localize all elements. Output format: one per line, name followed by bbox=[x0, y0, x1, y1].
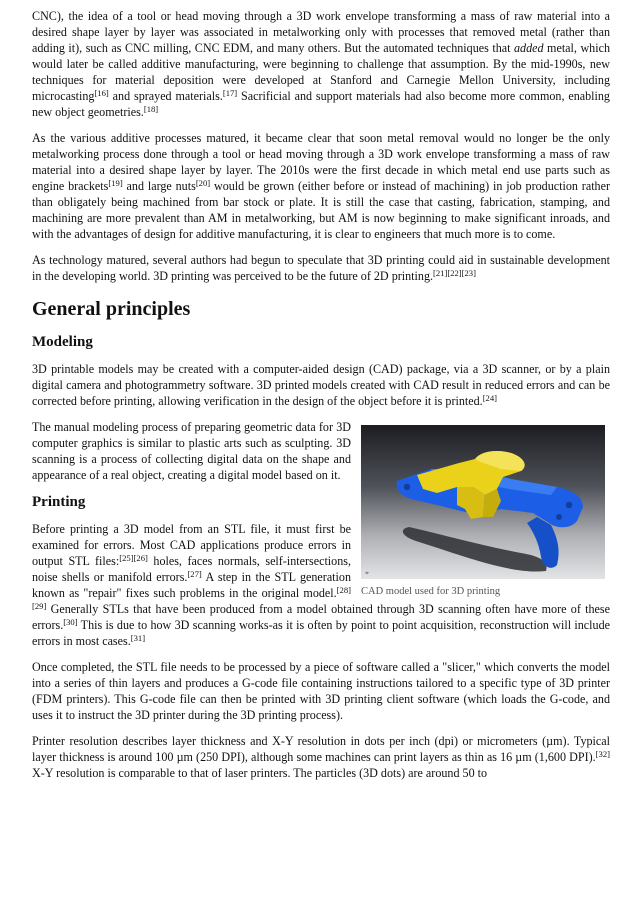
history-paragraph-2: As the various additive processes matured, it became clear that soon metal removal would no longer be the only metalworking process done through a tool or head moving through a 3D work envelope transforming a mass of raw material into a desired shape layer by layer. The 2010s were the first decade in which metal end use parts such as engine brackets[19] and large nuts[20] would be grown (either before or instead of machining) in job production rather than obligately being machined from bar stock or plate. It is still the case that casting, fabrication, stamping, and machining are more prevalent than AM in metalworking, but AM is now beginning to make significant inroads, and with the advantages of design for additive manufacturing, it is clear to engineers that much more is to come. bbox=[32, 131, 610, 241]
citation-18[interactable]: [18] bbox=[143, 104, 159, 114]
citation-27[interactable]: [27] bbox=[187, 569, 202, 579]
history-paragraph-3: As technology matured, several authors had begun to speculate that 3D printing could aid in sustainable development in the developing world. 3D printing was perceived to be the future of 2D printing.[21][22][23] bbox=[32, 253, 610, 283]
modeling-paragraph-2: The manual modeling process of preparing geometric data for 3D computer graphics is similar to plastic arts such as sculpting. 3D scanning is a process of collecting digital data on the shape and appearance of a real object, creating a digital model based on it. bbox=[32, 420, 351, 482]
subsection-heading-modeling: Modeling bbox=[32, 334, 93, 350]
citation-25-26[interactable]: [25][26] bbox=[119, 553, 148, 563]
svg-text:⌖: ⌖ bbox=[365, 569, 369, 577]
printing-paragraph-1: Before printing a 3D model from an STL file, it must first be examined for errors. Most CAD applications produce errors in output STL files:[25][26] holes, faces normals, self-intersections, noise shells or manifold errors.[27] A step in the STL generation known as "repair" fixes such problems in the original model.[28][29] Generally STLs that have been produced from a model obtained through 3D scanning often have more of these errors.[30] This is due to how 3D scanning works-as it is often by point to point acquisition, reconstruction will include errors in most cases.[31] bbox=[32, 522, 610, 648]
citation-24[interactable]: [24] bbox=[482, 393, 498, 403]
citation-19[interactable]: [19] bbox=[108, 178, 123, 188]
section-heading-general-principles: General principles bbox=[32, 298, 191, 320]
cad-model-figure bbox=[361, 425, 607, 598]
printing-paragraph-2: Once completed, the STL file needs to be processed by a piece of software called a "slicer," which converts the model into a series of thin layers and produces a G-code file containing instructions tailored to a specific type of 3D printer (FDM printers). This G-code file can then be printed with 3D printing client software (which loads the G-code, and uses it to instruct the 3D printer during the 3D printing process). bbox=[32, 660, 610, 722]
article-page bbox=[32, 8, 610, 791]
cad-model-image[interactable] bbox=[361, 425, 605, 579]
citation-16[interactable]: [16] bbox=[94, 88, 109, 98]
printing-paragraph-3: Printer resolution describes layer thickness and X-Y resolution in dots per inch (dpi) or micrometers (µm). Typical layer thickness is around 100 µm (250 DPI), although some machines can print layers as thin as 16 µm (1,600 DPI).[32] X-Y resolution is comparable to that of laser printers. The particles (3D dots) are around 50 to bbox=[32, 734, 610, 780]
citation-32[interactable]: [32] bbox=[595, 749, 610, 759]
citation-21-23[interactable]: [21][22][23] bbox=[433, 268, 476, 278]
figure-caption: CAD model used for 3D printing bbox=[361, 586, 501, 597]
modeling-paragraph-1: 3D printable models may be created with a computer-aided design (CAD) package, via a 3D scanner, or by a plain digital camera and photogrammetry software. 3D printed models created with CAD result in reduced errors and can be corrected before printing, allowing verification in the design of the object before it is printed.[24] bbox=[32, 362, 610, 408]
citation-31[interactable]: [31] bbox=[130, 633, 146, 643]
cad-model-render bbox=[361, 425, 605, 579]
subsection-heading-printing: Printing bbox=[32, 494, 86, 510]
history-paragraph-1: CNC), the idea of a tool or head moving through a 3D work envelope transforming a mass of raw material into a desired shape layer by layer was associated in metalworking only with processes that removed metal (rather than adding it), such as CNC milling, CNC EDM, and many others. But the automated techniques that added metal, which would later be called additive manufacturing, were beginning to challenge that assumption. By the mid-1990s, new techniques for material deposition were developed at Stanford and Carnegie Mellon University, including microcasting[16] and sprayed materials.[17] Sacrificial and support materials had also become more common, enabling new object geometries.[18] bbox=[32, 9, 610, 119]
citation-17[interactable]: [17] bbox=[222, 88, 238, 98]
citation-28-29[interactable]: [28][29] bbox=[32, 585, 351, 611]
citation-20[interactable]: [20] bbox=[195, 178, 211, 188]
citation-30[interactable]: [30] bbox=[63, 617, 78, 627]
